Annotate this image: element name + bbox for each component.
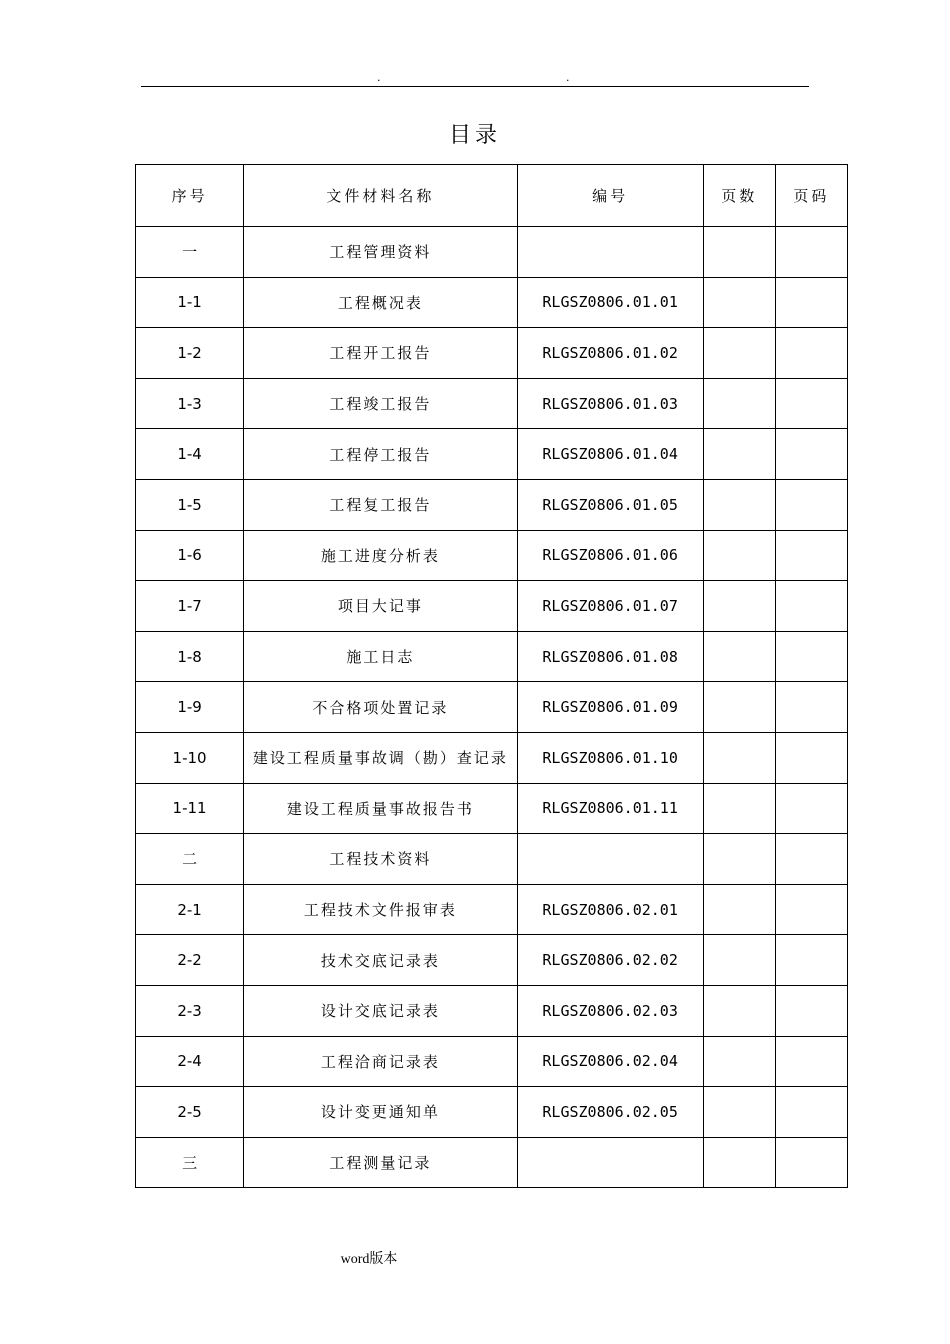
cell-seq: 2-2 (136, 935, 244, 986)
cell-code (517, 227, 703, 278)
cell-page-no (775, 530, 847, 581)
cell-pages (703, 581, 775, 632)
table-row (136, 1087, 848, 1138)
cell-pages (703, 783, 775, 834)
cell-code: RLGSZ0806.02.01 (517, 884, 703, 935)
cell-seq: 1-5 (136, 479, 244, 530)
cell-seq: 2-3 (136, 985, 244, 1036)
cell-name: 建设工程质量事故调（勘）查记录 (244, 732, 517, 783)
cell-code (517, 834, 703, 885)
cell-seq: 2-1 (136, 884, 244, 935)
cell-name: 建设工程质量事故报告书 (244, 783, 517, 834)
cell-pages (703, 732, 775, 783)
cell-name: 工程测量记录 (244, 1137, 517, 1188)
cell-page-no (775, 884, 847, 935)
cell-page-no (775, 1087, 847, 1138)
cell-page-no (775, 985, 847, 1036)
cell-code: RLGSZ0806.01.11 (517, 783, 703, 834)
table-row (136, 732, 848, 783)
table-body (136, 227, 848, 1188)
cell-name: 工程技术资料 (244, 834, 517, 885)
header-dot-right: . (566, 71, 570, 84)
table-row (136, 1137, 848, 1188)
cell-seq: 1-8 (136, 631, 244, 682)
cell-seq: 1-7 (136, 581, 244, 632)
cell-name: 施工进度分析表 (244, 530, 517, 581)
table-row (136, 783, 848, 834)
cell-seq: 1-6 (136, 530, 244, 581)
cell-page-no (775, 328, 847, 379)
cell-name: 工程复工报告 (244, 479, 517, 530)
cell-code: RLGSZ0806.01.04 (517, 429, 703, 480)
cell-seq: 1-4 (136, 429, 244, 480)
cell-name: 工程概况表 (244, 277, 517, 328)
footer-text: word版本 (340, 1252, 398, 1267)
page-title: 目录 (448, 123, 501, 148)
cell-seq: 1-3 (136, 378, 244, 429)
table-row (136, 631, 848, 682)
header-dot-left: . (377, 71, 381, 84)
cell-seq: 1-2 (136, 328, 244, 379)
cell-pages (703, 530, 775, 581)
cell-name: 施工日志 (244, 631, 517, 682)
cell-pages (703, 378, 775, 429)
table-row (136, 682, 848, 733)
cell-page-no (775, 732, 847, 783)
cell-seq: 一 (136, 227, 244, 278)
cell-seq: 1-11 (136, 783, 244, 834)
cell-page-no (775, 1036, 847, 1087)
cell-pages (703, 935, 775, 986)
cell-seq: 1-9 (136, 682, 244, 733)
cell-code: RLGSZ0806.01.03 (517, 378, 703, 429)
cell-page-no (775, 227, 847, 278)
cell-code (517, 1137, 703, 1188)
toc-table (135, 164, 848, 1188)
cell-code: RLGSZ0806.01.02 (517, 328, 703, 379)
cell-seq: 1-10 (136, 732, 244, 783)
table-row (136, 328, 848, 379)
table-row (136, 985, 848, 1036)
cell-name: 不合格项处置记录 (244, 682, 517, 733)
cell-pages (703, 631, 775, 682)
cell-code: RLGSZ0806.01.09 (517, 682, 703, 733)
cell-pages (703, 227, 775, 278)
table-row (136, 530, 848, 581)
cell-seq: 二 (136, 834, 244, 885)
cell-code: RLGSZ0806.01.01 (517, 277, 703, 328)
cell-page-no (775, 682, 847, 733)
cell-name: 工程停工报告 (244, 429, 517, 480)
column-header-name: 文件材料名称 (244, 165, 517, 227)
column-header-pages: 页数 (703, 165, 775, 227)
cell-pages (703, 479, 775, 530)
cell-pages (703, 277, 775, 328)
table-row (136, 884, 848, 935)
cell-code: RLGSZ0806.01.06 (517, 530, 703, 581)
cell-code: RLGSZ0806.01.10 (517, 732, 703, 783)
cell-page-no (775, 1137, 847, 1188)
cell-code: RLGSZ0806.01.08 (517, 631, 703, 682)
column-header-page-no: 页码 (775, 165, 847, 227)
cell-pages (703, 834, 775, 885)
cell-name: 工程洽商记录表 (244, 1036, 517, 1087)
cell-code: RLGSZ0806.01.07 (517, 581, 703, 632)
cell-pages (703, 682, 775, 733)
cell-pages (703, 328, 775, 379)
cell-name: 工程竣工报告 (244, 378, 517, 429)
cell-page-no (775, 631, 847, 682)
table-row (136, 378, 848, 429)
cell-page-no (775, 277, 847, 328)
table-row (136, 581, 848, 632)
cell-seq: 三 (136, 1137, 244, 1188)
cell-page-no (775, 783, 847, 834)
table-row (136, 834, 848, 885)
table-row (136, 479, 848, 530)
column-header-code: 编号 (517, 165, 703, 227)
cell-code: RLGSZ0806.01.05 (517, 479, 703, 530)
cell-page-no (775, 935, 847, 986)
cell-name: 项目大记事 (244, 581, 517, 632)
cell-code: RLGSZ0806.02.03 (517, 985, 703, 1036)
cell-code: RLGSZ0806.02.05 (517, 1087, 703, 1138)
cell-name: 技术交底记录表 (244, 935, 517, 986)
cell-pages (703, 1137, 775, 1188)
table-row (136, 277, 848, 328)
cell-seq: 1-1 (136, 277, 244, 328)
cell-seq: 2-4 (136, 1036, 244, 1087)
cell-page-no (775, 429, 847, 480)
cell-name: 工程技术文件报审表 (244, 884, 517, 935)
cell-pages (703, 429, 775, 480)
table-row (136, 935, 848, 986)
cell-name: 工程开工报告 (244, 328, 517, 379)
table-row (136, 1036, 848, 1087)
cell-name: 设计变更通知单 (244, 1087, 517, 1138)
cell-page-no (775, 378, 847, 429)
cell-page-no (775, 834, 847, 885)
cell-page-no (775, 479, 847, 530)
header-rule (141, 86, 809, 87)
table-row (136, 429, 848, 480)
cell-pages (703, 1087, 775, 1138)
cell-name: 工程管理资料 (244, 227, 517, 278)
cell-pages (703, 1036, 775, 1087)
table-row (136, 227, 848, 278)
cell-page-no (775, 581, 847, 632)
table-header-row (136, 165, 848, 227)
cell-name: 设计交底记录表 (244, 985, 517, 1036)
cell-pages (703, 985, 775, 1036)
cell-code: RLGSZ0806.02.02 (517, 935, 703, 986)
cell-seq: 2-5 (136, 1087, 244, 1138)
cell-pages (703, 884, 775, 935)
column-header-seq: 序号 (136, 165, 244, 227)
cell-code: RLGSZ0806.02.04 (517, 1036, 703, 1087)
